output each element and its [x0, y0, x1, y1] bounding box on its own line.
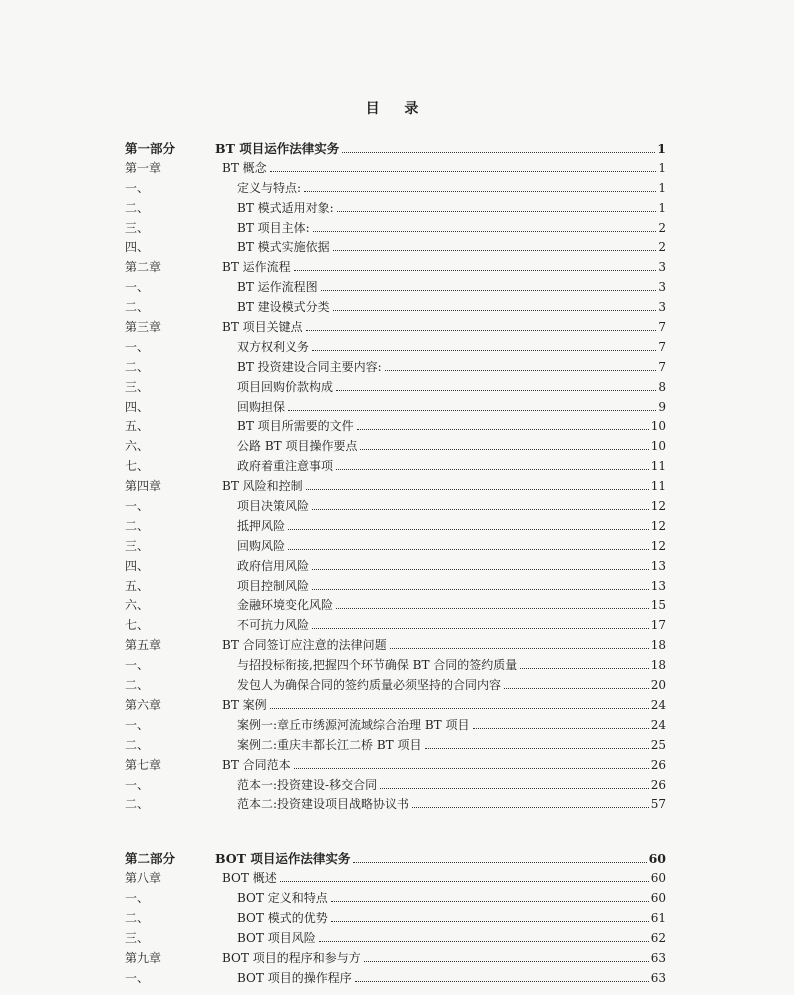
toc-entry-section[interactable]: [125, 238, 666, 258]
toc-leader-dots: [385, 370, 656, 371]
toc-leader-dots: [319, 941, 649, 942]
toc-entry-page: 60: [650, 891, 666, 906]
toc-entry-section[interactable]: [125, 909, 666, 929]
toc-leader-dots: [342, 152, 655, 153]
toc-entry-section[interactable]: [125, 517, 666, 537]
toc-entry-number: 二、: [125, 300, 150, 315]
toc-entry-section[interactable]: [125, 676, 666, 696]
toc-entry-number: 五、: [125, 419, 150, 434]
toc-entry-page: 12: [650, 499, 666, 514]
toc-entry-section[interactable]: [125, 398, 666, 418]
toc-entry-title: BT 案例: [222, 697, 267, 712]
toc-entry-section[interactable]: [125, 656, 666, 676]
toc-leader-dots: [333, 310, 656, 311]
toc-entry-page: 26: [650, 757, 666, 772]
toc-entry-section[interactable]: [125, 736, 666, 756]
toc-entry-page: 8: [658, 379, 666, 394]
toc-entry-section[interactable]: [125, 716, 666, 736]
toc-entry-number: 第二章: [125, 260, 162, 275]
toc-leader-dots: [312, 569, 649, 570]
toc-entry-page: 13: [650, 558, 666, 573]
toc-entry-number: 一、: [125, 777, 150, 792]
toc-entry-title: 案例二:重庆丰都长江二桥 BT 项目: [237, 737, 422, 752]
toc-entry-number: 一、: [125, 180, 150, 195]
toc-leader-dots: [425, 748, 649, 749]
toc-entry-section[interactable]: [125, 795, 666, 815]
toc-entry-page: 7: [658, 320, 666, 335]
toc-leader-dots: [313, 231, 656, 232]
toc-leader-dots: [473, 728, 649, 729]
toc-entry-section[interactable]: [125, 616, 666, 636]
toc-entry-number: 七、: [125, 459, 150, 474]
toc-entry-number: 一、: [125, 658, 150, 673]
toc-leader-dots: [312, 589, 649, 590]
toc-entry-title: BT 模式适用对象:: [237, 200, 334, 215]
toc-entry-page: 2: [658, 220, 666, 235]
toc-entry-number: 第六章: [125, 697, 162, 712]
toc-entry-title: BOT 项目运作法律实务: [215, 851, 351, 867]
toc-entry-page: 60: [648, 851, 666, 867]
toc-leader-dots: [357, 429, 649, 430]
toc-leader-dots: [336, 469, 649, 470]
toc-entry-title: 政府着重注意事项: [237, 459, 334, 474]
toc-entry-number: 二、: [125, 797, 150, 812]
toc-entry-page: 20: [650, 678, 666, 693]
toc-entry-number: 三、: [125, 930, 150, 945]
toc-entry-chapter[interactable]: [125, 869, 666, 889]
toc-leader-dots: [331, 921, 649, 922]
toc-entry-section[interactable]: [125, 278, 666, 298]
toc-entry-page: 24: [650, 717, 666, 732]
toc-entry-title: BT 风险和控制: [222, 479, 303, 494]
toc-entry-page: 18: [650, 658, 666, 673]
toc-leader-dots: [312, 628, 649, 629]
toc-entry-title: BOT 定义和特点: [237, 891, 328, 906]
toc-entry-title: BT 建设模式分类: [237, 300, 330, 315]
toc-entry-number: 七、: [125, 618, 150, 633]
toc-entry-part[interactable]: [125, 139, 666, 159]
toc-entry-title: 回购担保: [237, 399, 286, 414]
toc-entry-page: 1: [658, 200, 666, 215]
toc-entry-page: 11: [650, 479, 666, 494]
toc-leader-dots: [355, 981, 649, 982]
toc-entry-title: 范本二:投资建设项目战略协议书: [237, 797, 410, 812]
toc-entry-number: 一、: [125, 717, 150, 732]
toc-entry-title: BOT 模式的优势: [237, 910, 328, 925]
toc-entry-page: 1: [657, 141, 666, 156]
toc-entry-number: 第五章: [125, 638, 162, 653]
toc-entry-page: 13: [650, 578, 666, 593]
toc-entry-page: 26: [650, 777, 666, 792]
toc-entry-section[interactable]: [125, 219, 666, 239]
toc-leader-dots: [306, 489, 649, 490]
section-gap: [125, 815, 666, 849]
toc-entry-section[interactable]: [125, 969, 666, 989]
toc-leader-dots: [337, 211, 656, 212]
toc-entry-title: 定义与特点:: [237, 180, 302, 195]
toc-entry-chapter[interactable]: [125, 636, 666, 656]
toc-entry-chapter[interactable]: [125, 159, 666, 179]
toc-leader-dots: [380, 788, 649, 789]
toc-leader-dots: [412, 807, 649, 808]
toc-entry-number: 一、: [125, 339, 150, 354]
toc-entry-number: 第一章: [125, 160, 162, 175]
toc-entry-section[interactable]: [125, 577, 666, 597]
toc-entry-title: BT 运作流程图: [237, 280, 318, 295]
toc-entry-page: 10: [650, 439, 666, 454]
toc-entry-number: 第九章: [125, 950, 162, 965]
toc-entry-section[interactable]: [125, 298, 666, 318]
toc-entry-page: 17: [650, 618, 666, 633]
toc-entry-title: BOT 项目的操作程序: [237, 970, 352, 985]
toc-entry-chapter[interactable]: [125, 318, 666, 338]
toc-entry-page: 61: [650, 910, 666, 925]
toc-entry-page: 12: [650, 538, 666, 553]
toc-leader-dots: [520, 668, 648, 669]
toc-leader-dots: [294, 768, 649, 769]
toc-entry-title: BT 项目关键点: [222, 320, 303, 335]
toc-entry-chapter[interactable]: [125, 949, 666, 969]
toc-entry-title: 项目控制风险: [237, 578, 310, 593]
toc-entry-title: 与招投标衔接,把握四个环节确保 BT 合同的签约质量: [237, 658, 518, 673]
toc-entry-title: 公路 BT 项目操作要点: [237, 439, 358, 454]
toc-leader-dots: [270, 171, 656, 172]
toc-entry-number: 二、: [125, 737, 150, 752]
table-of-contents: [125, 139, 666, 989]
toc-leader-dots: [294, 270, 656, 271]
toc-leader-dots: [333, 250, 656, 251]
toc-entry-title: BOT 项目风险: [237, 930, 316, 945]
toc-entry-chapter[interactable]: [125, 696, 666, 716]
toc-entry-section[interactable]: [125, 417, 666, 437]
toc-entry-page: 12: [650, 518, 666, 533]
toc-entry-number: 第四章: [125, 479, 162, 494]
toc-leader-dots: [288, 410, 656, 411]
toc-leader-dots: [336, 608, 649, 609]
toc-leader-dots: [390, 648, 649, 649]
toc-entry-number: 第七章: [125, 757, 162, 772]
toc-entry-section[interactable]: [125, 497, 666, 517]
toc-leader-dots: [312, 350, 656, 351]
toc-entry-page: 62: [650, 930, 666, 945]
toc-entry-number: 五、: [125, 578, 150, 593]
toc-entry-title: BOT 项目的程序和参与方: [222, 950, 361, 965]
toc-entry-title: 抵押风险: [237, 518, 286, 533]
toc-entry-section[interactable]: [125, 557, 666, 577]
toc-entry-title: BT 概念: [222, 160, 267, 175]
toc-entry-number: 第八章: [125, 871, 162, 886]
toc-entry-page: 60: [650, 871, 666, 886]
toc-entry-title: BT 运作流程: [222, 260, 291, 275]
toc-entry-section[interactable]: [125, 457, 666, 477]
toc-leader-dots: [331, 901, 649, 902]
toc-leader-dots: [304, 191, 656, 192]
toc-entry-number: 二、: [125, 678, 150, 693]
toc-entry-number: 三、: [125, 220, 150, 235]
toc-title: 目 录: [365, 101, 429, 117]
toc-entry-page: 63: [650, 970, 666, 985]
toc-entry-title: 政府信用风险: [237, 558, 310, 573]
toc-entry-page: 1: [658, 160, 666, 175]
toc-entry-page: 3: [658, 300, 666, 315]
toc-entry-title: BT 合同范本: [222, 757, 291, 772]
toc-entry-section[interactable]: [125, 537, 666, 557]
toc-entry-title: BT 模式实施依据: [237, 240, 330, 255]
toc-entry-section[interactable]: [125, 378, 666, 398]
toc-entry-title: 金融环境变化风险: [237, 598, 334, 613]
toc-entry-page: 7: [658, 339, 666, 354]
toc-entry-title: BT 项目运作法律实务: [215, 141, 340, 156]
toc-entry-title: 发包人为确保合同的签约质量必须坚持的合同内容: [237, 678, 502, 693]
toc-entry-number: 三、: [125, 538, 150, 553]
toc-entry-title: 范本一:投资建设-移交合同: [237, 777, 378, 792]
toc-leader-dots: [270, 708, 649, 709]
toc-entry-number: 四、: [125, 240, 150, 255]
toc-entry-number: 三、: [125, 379, 150, 394]
toc-leader-dots: [312, 509, 649, 510]
toc-entry-number: 四、: [125, 558, 150, 573]
toc-entry-number: 六、: [125, 598, 150, 613]
toc-entry-page: 25: [650, 737, 666, 752]
toc-leader-dots: [321, 290, 656, 291]
toc-entry-page: 11: [650, 459, 666, 474]
toc-entry-number: 第二部分: [125, 851, 176, 867]
toc-entry-title: BT 项目所需要的文件: [237, 419, 354, 434]
toc-entry-number: 二、: [125, 200, 150, 215]
toc-entry-number: 六、: [125, 439, 150, 454]
toc-entry-page: 24: [650, 697, 666, 712]
toc-entry-page: 3: [658, 280, 666, 295]
toc-entry-section[interactable]: [125, 929, 666, 949]
toc-entry-section[interactable]: [125, 358, 666, 378]
toc-leader-dots: [336, 390, 656, 391]
toc-entry-section[interactable]: [125, 596, 666, 616]
toc-entry-page: 63: [650, 950, 666, 965]
toc-entry-number: 第一部分: [125, 141, 176, 156]
toc-entry-number: 二、: [125, 518, 150, 533]
toc-entry-title: BT 合同签订应注意的法律问题: [222, 638, 387, 653]
toc-entry-chapter[interactable]: [125, 258, 666, 278]
toc-entry-section[interactable]: [125, 199, 666, 219]
toc-entry-section[interactable]: [125, 338, 666, 358]
toc-leader-dots: [360, 449, 648, 450]
toc-leader-dots: [306, 330, 656, 331]
toc-entry-page: 2: [658, 240, 666, 255]
toc-entry-number: 第三章: [125, 320, 162, 335]
toc-leader-dots: [288, 549, 649, 550]
toc-leader-dots: [353, 862, 646, 863]
toc-entry-number: 四、: [125, 399, 150, 414]
toc-entry-page: 57: [650, 797, 666, 812]
toc-entry-number: 一、: [125, 891, 150, 906]
toc-entry-number: 一、: [125, 280, 150, 295]
toc-leader-dots: [288, 529, 649, 530]
toc-leader-dots: [364, 961, 649, 962]
toc-entry-number: 二、: [125, 910, 150, 925]
toc-entry-title: 回购风险: [237, 538, 286, 553]
toc-leader-dots: [280, 881, 649, 882]
toc-entry-number: 二、: [125, 359, 150, 374]
toc-entry-title: BOT 概述: [222, 871, 277, 886]
toc-entry-section[interactable]: [125, 889, 666, 909]
toc-entry-title: 双方权利义务: [237, 339, 310, 354]
toc-entry-title: 项目回购价款构成: [237, 379, 334, 394]
toc-entry-title: 案例一:章丘市绣源河流域综合治理 BT 项目: [237, 717, 470, 732]
toc-entry-section[interactable]: [125, 437, 666, 457]
toc-entry-title: BT 投资建设合同主要内容:: [237, 359, 382, 374]
toc-entry-page: 1: [658, 180, 666, 195]
toc-entry-page: 15: [650, 598, 666, 613]
toc-entry-number: 一、: [125, 970, 150, 985]
toc-entry-title: BT 项目主体:: [237, 220, 310, 235]
toc-entry-number: 一、: [125, 499, 150, 514]
toc-entry-section[interactable]: [125, 179, 666, 199]
toc-entry-page: 18: [650, 638, 666, 653]
toc-entry-page: 10: [650, 419, 666, 434]
toc-entry-page: 9: [658, 399, 666, 414]
toc-entry-chapter[interactable]: [125, 756, 666, 776]
toc-entry-title: 项目决策风险: [237, 499, 310, 514]
toc-entry-section[interactable]: [125, 776, 666, 796]
toc-entry-page: 3: [658, 260, 666, 275]
toc-leader-dots: [504, 688, 649, 689]
toc-entry-chapter[interactable]: [125, 477, 666, 497]
toc-entry-title: 不可抗力风险: [237, 618, 310, 633]
toc-entry-part[interactable]: [125, 849, 666, 869]
toc-entry-page: 7: [658, 359, 666, 374]
